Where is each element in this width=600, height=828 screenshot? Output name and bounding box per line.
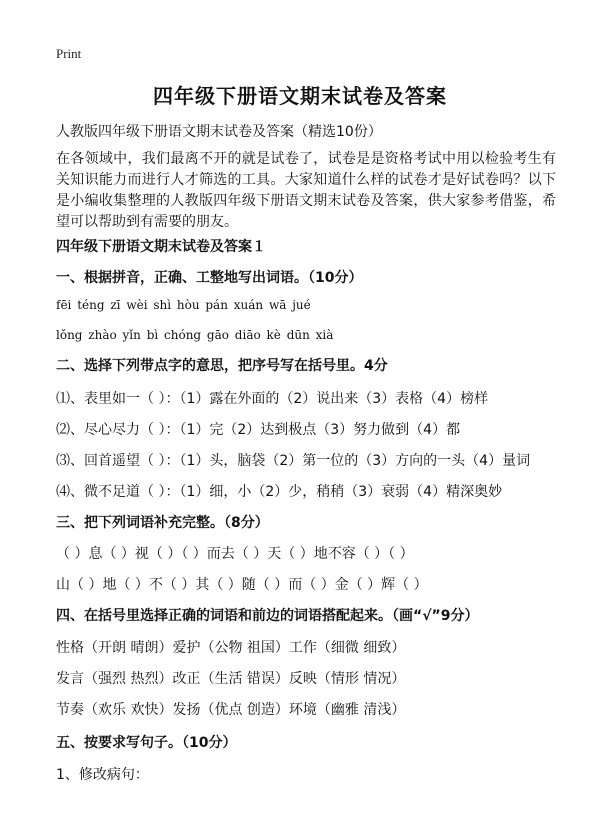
pinyin-line-2: lǒng zhào yǐn bì chóng gāo diāo kè dūn xià [56, 328, 334, 342]
question-1-heading: 一、根据拼音，正确、工整地写出词语。（10分） [56, 270, 363, 286]
question-5-heading: 五、按要求写句子。（10分） [56, 735, 237, 751]
question-4-heading: 四、在括号里选择正确的词语和前边的词语搭配起来。（画“√”9分） [56, 608, 479, 624]
question-2-item: ⑷、微不足道（ ）：（1）细，小（2）少，稍稍（3）衰弱（4）精深奥妙 [56, 484, 503, 500]
question-4-row: 性格（开朗 晴朗）爱护（公物 祖国）工作（细微 细致） [56, 640, 406, 656]
question-2-item: ⑵、尽心尽力（ ）：（1）完（2）达到极点（3）努力做到（4）都 [56, 422, 461, 438]
question-3-row-2: 山（ ）地（ ）不（ ）其（ ）随（ ）而（ ）金（ ）辉（ ） [56, 577, 428, 593]
question-3-heading: 三、把下列词语补充完整。（8分） [56, 515, 269, 531]
question-4-row: 发言（强烈 热烈）改正（生活 错误）反映（情形 情况） [56, 671, 406, 687]
intro-paragraph: 在各领域中，我们最离不开的就是试卷了，试卷是是资格考试中用以检验考生有关知识能力而进行人才筛选的工具。大家知道什么样的试卷才是好试卷吗？以下是小编收集整理的人教版四年级下册语文期末试卷及答案，供大家参考借鉴，希望可以帮助到有需要的朋友。 [56, 151, 556, 230]
pinyin-line-1: fēi téng zī wèi shì hòu pán xuán wā jué [56, 298, 311, 312]
print-label: Print [56, 46, 82, 61]
question-5-sub-1: 1、修改病句： [56, 767, 149, 783]
question-2-heading: 二、选择下列带点字的意思，把序号写在括号里。4分 [56, 358, 388, 374]
section-title: 四年级下册语文期末试卷及答案１ [56, 239, 266, 255]
question-4-row: 节奏（欢乐 欢快）发扬（优点 创造）环境（幽雅 清浅） [56, 702, 406, 718]
question-3-row-1: （ ）息（ ）视（ ）（ ）而去（ ）天（ ）地不容（ ）（ ） [56, 546, 414, 562]
question-2-item: ⑶、回首遥望（ ）：（1）头，脑袋（2）第一位的（3）方向的一头（4）量词 [56, 453, 531, 469]
question-2-item: ⑴、表里如一（ ）：（1）露在外面的（2）说出来（3）表格（4）榜样 [56, 391, 489, 407]
document-subtitle: 人教版四年级下册语文期末试卷及答案（精选10份） [56, 124, 382, 140]
document-title: 四年级下册语文期末试卷及答案 [153, 84, 447, 108]
